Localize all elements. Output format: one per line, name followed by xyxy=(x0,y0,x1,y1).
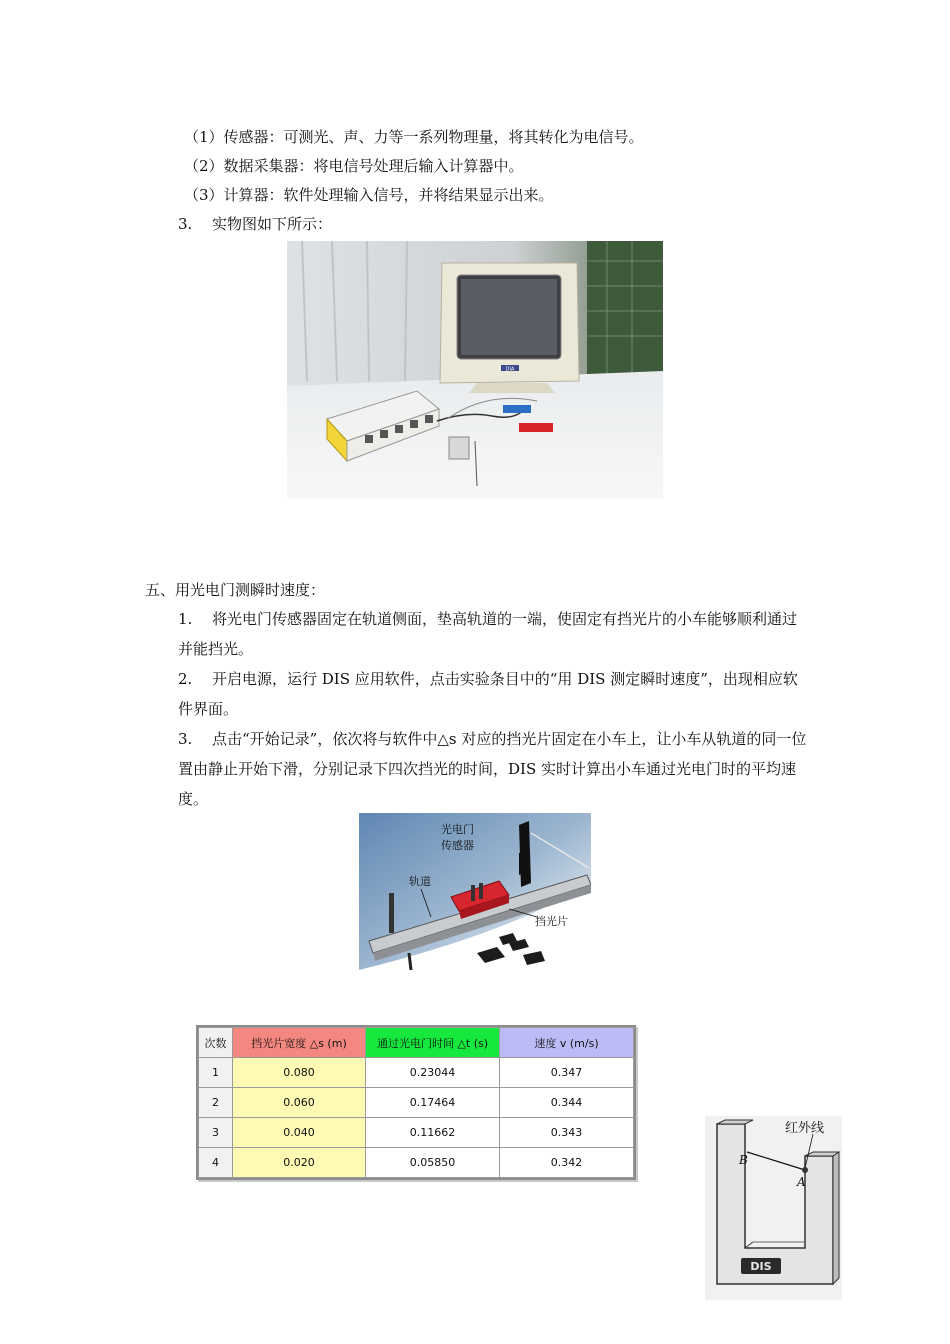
table-row xyxy=(199,1088,634,1118)
cell-time: 0.17464 xyxy=(366,1088,500,1118)
label-a: A xyxy=(797,1175,806,1189)
step-2-text: 开启电源，运行 DIS 应用软件，点击实验条目中的“用 DIS 测定瞬时速度”，出现相应软件界面。 xyxy=(178,670,798,718)
table-row xyxy=(199,1118,634,1148)
light-gate-small xyxy=(449,437,469,459)
cell-time: 0.05850 xyxy=(366,1148,500,1178)
label-shutter: 挡光片 xyxy=(535,915,568,928)
cell-count: 1 xyxy=(199,1058,233,1088)
table-header-row xyxy=(199,1028,634,1058)
equipment-photo xyxy=(287,241,663,499)
track-end-stop xyxy=(389,893,394,933)
monitor-brand-text: DIA xyxy=(505,366,515,373)
dis-logo: DIS xyxy=(750,1260,772,1273)
table-row xyxy=(199,1148,634,1178)
header-time: 通过光电门时间 △t (s) xyxy=(366,1028,500,1058)
cell-count: 4 xyxy=(199,1148,233,1178)
photogate-figure-svg xyxy=(705,1116,842,1300)
list-item-computer: （3）计算器：软件处理输入信号，并将结果显示出来。 xyxy=(184,186,554,204)
item-3-number: 3. xyxy=(178,215,193,233)
header-speed: 速度 v (m/s) xyxy=(500,1028,634,1058)
track-support xyxy=(409,953,411,970)
list-item-collector: （2）数据采集器：将电信号处理后输入计算器中。 xyxy=(184,157,524,175)
cell-speed: 0.342 xyxy=(500,1148,634,1178)
cell-speed: 0.343 xyxy=(500,1118,634,1148)
label-track: 轨道 xyxy=(409,875,431,888)
header-count: 次数 xyxy=(199,1028,233,1058)
item-3 xyxy=(178,214,332,234)
cell-time: 0.11662 xyxy=(366,1118,500,1148)
track-figure xyxy=(359,813,591,970)
label-b: B xyxy=(739,1153,748,1167)
step-1-number: 1. xyxy=(178,610,193,628)
table-row xyxy=(199,1058,634,1088)
label-photogate-1: 光电门 xyxy=(441,823,474,836)
cell-width: 0.020 xyxy=(233,1148,366,1178)
cell-speed: 0.347 xyxy=(500,1058,634,1088)
item-3-text: 实物图如下所示： xyxy=(212,215,333,233)
step-3-number: 3. xyxy=(178,730,193,748)
step-2-number: 2. xyxy=(178,670,193,688)
cell-count: 2 xyxy=(199,1088,233,1118)
cell-width: 0.060 xyxy=(233,1088,366,1118)
step-3 xyxy=(178,724,808,814)
step-2 xyxy=(178,664,808,724)
cell-width: 0.080 xyxy=(233,1058,366,1088)
step-3-text: 点击“开始记录”，依次将与软件中△s 对应的挡光片固定在小车上，让小车从轨道的同一位置由静止开始下滑，分别记录下四次挡光的时间，DIS 实时计算出小车通过光电门时的平均速度。 xyxy=(178,730,807,808)
red-sensor xyxy=(519,423,553,432)
step-1-text: 将光电门传感器固定在轨道侧面，垫高轨道的一端，使固定有挡光片的小车能够顺利通过并能挡光。 xyxy=(178,610,798,658)
photogate-figure xyxy=(705,1116,842,1300)
track-figure-svg xyxy=(359,813,591,970)
list-item-sensor: （1）传感器：可测光、声、力等一系列物理量，将其转化为电信号。 xyxy=(184,128,644,146)
blue-sensor xyxy=(503,405,531,413)
cell-time: 0.23044 xyxy=(366,1058,500,1088)
label-photogate-2: 传感器 xyxy=(441,839,474,852)
label-infrared: 红外线 xyxy=(785,1121,825,1136)
equipment-photo-svg xyxy=(287,241,663,499)
cell-speed: 0.344 xyxy=(500,1088,634,1118)
section-5-heading: 五、用光电门测瞬时速度： xyxy=(145,581,326,599)
data-table-frame xyxy=(196,1025,636,1180)
data-table xyxy=(198,1027,634,1178)
cell-count: 3 xyxy=(199,1118,233,1148)
crt-monitor xyxy=(440,263,579,393)
cell-width: 0.040 xyxy=(233,1118,366,1148)
step-1 xyxy=(178,604,808,664)
header-width: 挡光片宽度 △s (m) xyxy=(233,1028,366,1058)
